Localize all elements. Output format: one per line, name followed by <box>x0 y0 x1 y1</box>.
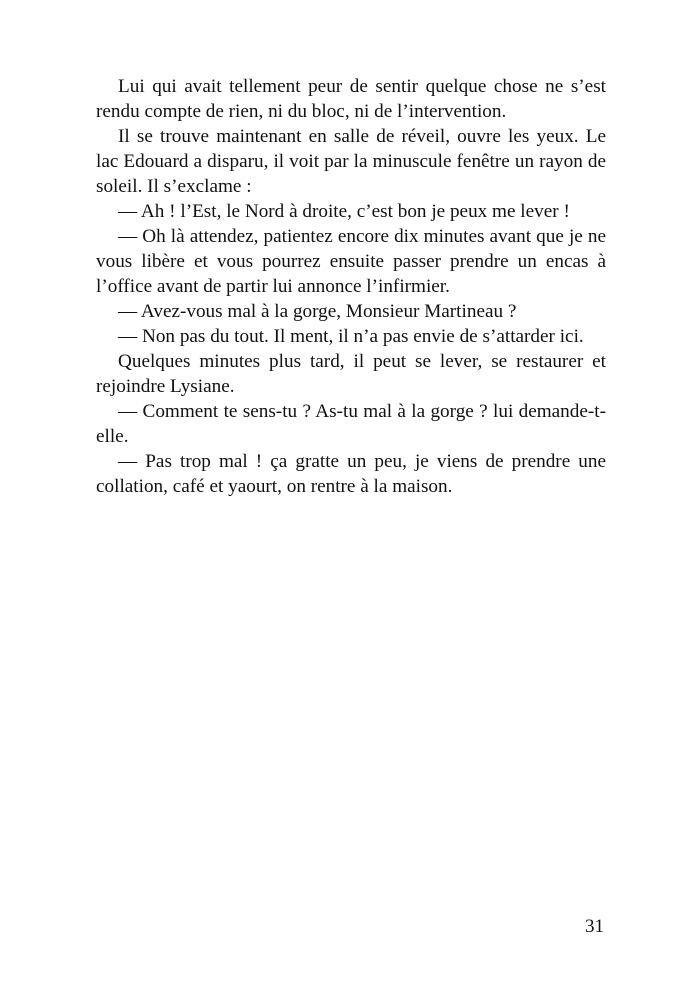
paragraph: Il se trouve maintenant en salle de réveil, ouvre les yeux. Le lac Edouard a disparu, il voit par la minuscule fenêtre un rayon de soleil. Il s’exclame : <box>96 126 606 197</box>
body-text <box>96 74 606 499</box>
dialogue-line: — Non pas du tout. Il ment, il n’a pas envie de s’attarder ici. <box>118 326 584 347</box>
dialogue-line: — Oh là attendez, patientez encore dix minutes avant que je ne vous libère et vous pourrez ensuite passer prendre un encas à l’office avant de partir lui annonce l’infirmier. <box>96 226 606 297</box>
dialogue-line: — Comment te sens-tu ? As-tu mal à la gorge ? lui demande-t-elle. <box>96 401 606 447</box>
page-number: 31 <box>585 916 604 937</box>
paragraph: Lui qui avait tellement peur de sentir quelque chose ne s’est rendu compte de rien, ni du bloc, ni de l’intervention. <box>96 76 606 122</box>
paragraph: Quelques minutes plus tard, il peut se lever, se restaurer et rejoindre Lysiane. <box>96 351 606 397</box>
dialogue-line: — Pas trop mal ! ça gratte un peu, je viens de prendre une collation, café et yaourt, on rentre à la maison. <box>96 451 606 497</box>
dialogue-line: — Ah ! l’Est, le Nord à droite, c’est bon je peux me lever ! <box>118 201 570 222</box>
dialogue-line: — Avez-vous mal à la gorge, Monsieur Martineau ? <box>118 301 517 322</box>
